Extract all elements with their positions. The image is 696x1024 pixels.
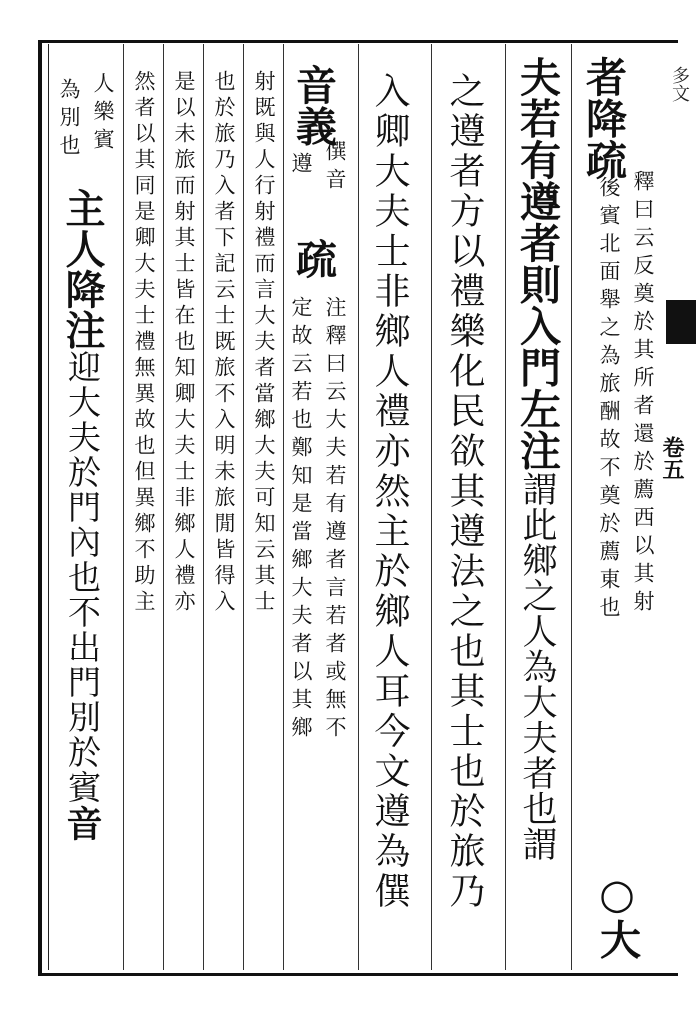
text-column-1-note-left — [598, 176, 619, 624]
section-circle: ○ — [593, 870, 641, 919]
column-rule — [243, 44, 244, 970]
annotation-text: 後賓北面舉之為旅酬故不奠於薦東也 — [597, 176, 621, 624]
text-column-1 — [579, 56, 627, 181]
column-rule — [203, 44, 204, 970]
annotation-text: 射既與人行射禮而言大夫者當鄉大夫可知云其士 — [252, 70, 276, 616]
note-text: 之遵者方以禮樂化民欲其遵法之也其士也於旅乃 — [444, 72, 485, 912]
text-column-5-head — [289, 64, 337, 147]
note-marker: 注 — [59, 309, 106, 350]
gloss-text: 僎音 — [323, 140, 347, 196]
note-marker: 注 — [513, 429, 561, 471]
annotation-text: 注釋曰云大夫若有遵者言若者或無不 — [323, 296, 347, 744]
text-column-3 — [444, 72, 485, 912]
column-rule — [571, 44, 572, 970]
note-text: 入卿大夫士非鄉人禮亦然主於鄉人耳今文遵為僎 — [369, 72, 410, 912]
column-rule — [123, 44, 124, 970]
note-text: 謂此鄉之人為大夫者也謂 — [517, 471, 557, 862]
annotation-text: 也於旅乃入者下記云士既旅不入明未旅閒皆得入 — [212, 70, 236, 616]
gloss-text: 遵 — [289, 152, 313, 180]
main-text: 主人降 — [59, 188, 106, 310]
text-column-9 — [133, 70, 154, 616]
note-text: 迎大夫於門內也不出門別於賓 — [63, 350, 102, 805]
text-column-5-gloss-left — [290, 152, 311, 180]
text-column-5-shu — [289, 238, 337, 280]
annotation-text: 釋曰云反奠於其所者還於薦西以其射 — [631, 170, 655, 618]
text-column-4 — [369, 72, 410, 912]
text-column-1-tail — [593, 870, 641, 960]
column-rule — [431, 44, 432, 970]
main-text: 夫若有遵者則入門左 — [513, 56, 561, 430]
commentary-marker: 疏 — [289, 238, 337, 280]
edge-fragment-text: 多文 — [669, 66, 690, 102]
edge-black-band — [666, 300, 696, 344]
column-rule — [163, 44, 164, 970]
text-column-5-gloss-right — [324, 140, 345, 196]
main-text: 大 — [593, 918, 641, 960]
chapter-margin-label: 卷五 — [659, 436, 685, 480]
column-rule — [358, 44, 359, 970]
column-rule — [505, 44, 506, 970]
text-column-5-note-right — [324, 296, 345, 744]
text-column-8 — [173, 70, 194, 616]
text-column-7 — [213, 70, 234, 616]
yinyi-marker: 音 — [61, 805, 103, 842]
main-text: 者降 — [579, 56, 627, 139]
text-column-1-note-right — [632, 170, 653, 618]
column-rule — [283, 44, 284, 970]
text-column-5-note-left — [290, 296, 311, 744]
text-column-6 — [253, 70, 274, 616]
annotation-text: 定故云若也鄭知是當鄉大夫者以其鄉 — [289, 296, 313, 744]
annotation-text: 人樂賓 — [91, 72, 115, 156]
annotation-text: 是以未旅而射其士皆在也知卿大夫士非鄉人禮亦 — [172, 70, 196, 616]
text-column-10-note-right — [92, 72, 113, 156]
commentary-marker: 疏 — [579, 139, 627, 181]
annotation-text: 為別也 — [57, 78, 81, 162]
text-column-2 — [513, 56, 561, 862]
annotation-text: 然者以其同是卿大夫士禮無異故也但異鄉不助主 — [132, 70, 156, 616]
text-column-10-note-left — [58, 78, 79, 162]
text-column-10 — [59, 188, 106, 842]
yinyi-marker: 音義 — [289, 64, 337, 147]
